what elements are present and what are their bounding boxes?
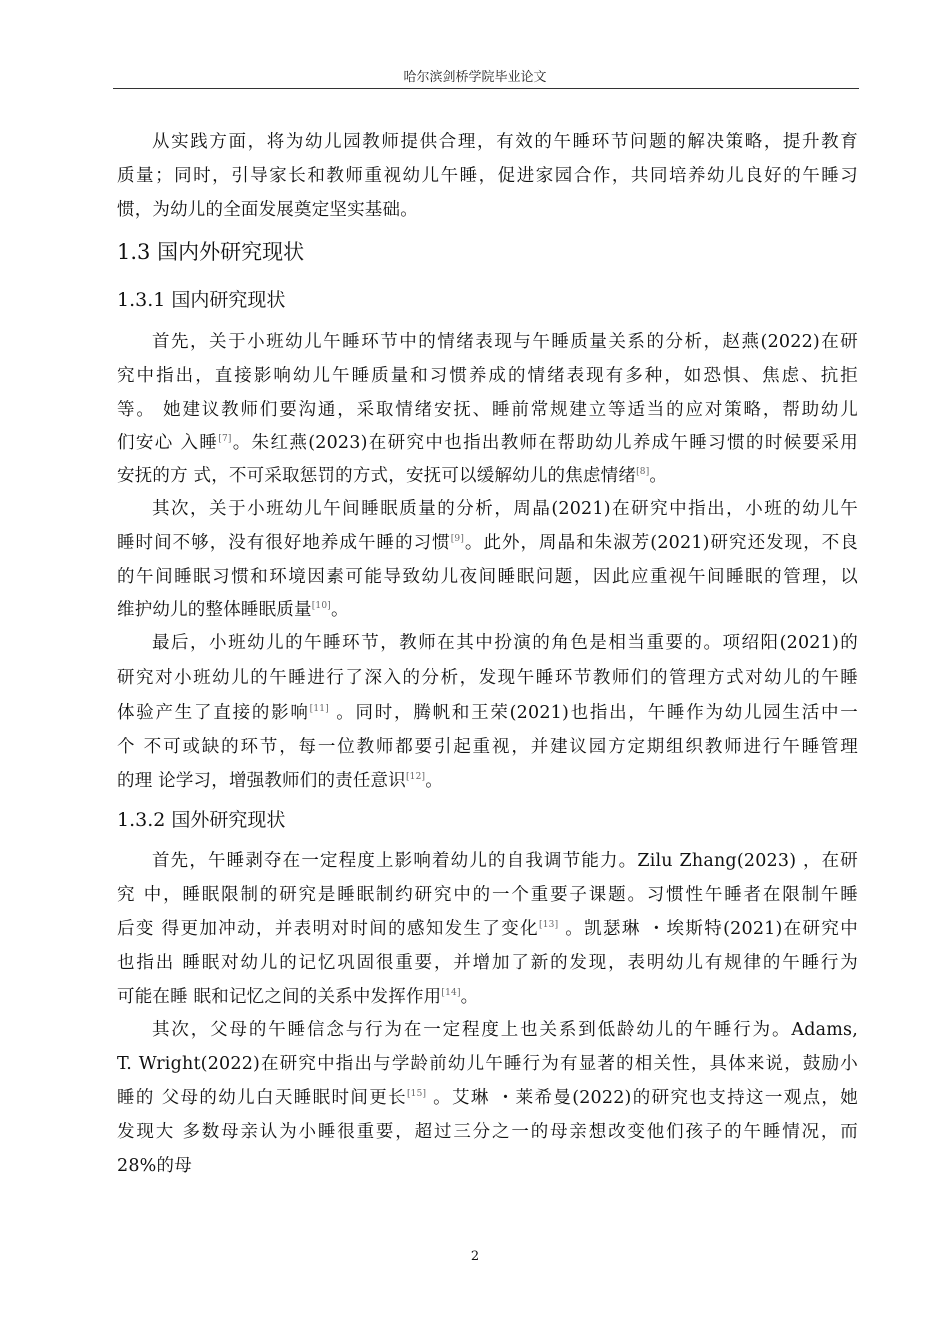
paragraph-line [117,431,858,455]
text-run: 28%的母 [117,1156,192,1176]
paragraph-line [117,364,858,388]
citation-ref: [13] [539,920,559,930]
text-run: 。 [330,600,349,620]
citation-ref: [11] [309,704,329,714]
header-rule [113,88,859,89]
paragraph-line [117,917,858,941]
text-run: 。 [460,987,479,1007]
paragraph-line [152,1018,858,1042]
paragraph-line [117,701,858,725]
page-header: 哈尔滨剑桥学院毕业论文 [403,70,547,85]
text-run: 。 [649,466,668,486]
text-run: 首先，午睡剥夺在一定程度上影响着幼儿的自我调节能力。Zilu Zhang(2023) ，在研 [152,851,858,871]
paragraph-line [117,164,858,188]
subsection-heading: 1.3.1 国内研究现状 [117,289,286,311]
text-run: 睡时间不够，没有很好地养成午睡的习惯 [117,533,451,553]
section-heading: 1.3 国内外研究现状 [117,240,305,264]
citation-ref: [8] [636,467,650,477]
text-run: 发现大 多数母亲认为小睡很重要，超过三分之一的母亲想改变他们孩子的午睡情况，而 [117,1122,858,1142]
text-run: 的午间睡眠习惯和环境因素可能导致幼儿夜间睡眠问题，因此应重视午间睡眠的管理，以 [117,567,858,587]
text-run: 后变 得更加冲动，并表明对时间的感知发生了变化 [117,919,540,939]
paragraph-line [117,598,858,622]
text-run: 研究对小班幼儿的午睡进行了深入的分析，发现午睡环节教师们的管理方式对幼儿的午睡 [117,668,858,688]
paragraph-line [152,497,858,521]
paragraph-line [117,565,858,589]
text-run: 的理 论学习，增强教师们的责任意识 [117,771,406,791]
text-run: 究 中，睡眠限制的研究是睡眠制约研究中的一个重要子课题。习惯性午睡者在限制午睡 [117,885,858,905]
text-run: 睡的 父母的幼儿白天睡眠时间更长 [117,1088,407,1108]
paragraph-line [117,769,858,793]
paragraph-line [117,531,858,555]
paragraph-line [117,1120,858,1144]
text-run: 惯，为幼儿的全面发展奠定坚实基础。 [117,200,418,220]
text-run: 们安心 入睡 [117,433,219,453]
text-run: 也指出 睡眠对幼儿的记忆巩固很重要，并增加了新的发现，表明幼儿有规律的午睡行为 [117,953,858,973]
text-run: 体验产生了直接的影响 [117,703,310,723]
paragraph-line [117,398,858,422]
text-run: 从实践方面，将为幼儿园教师提供合理，有效的午睡环节问题的解决策略，提升教育 [152,132,858,152]
text-run: 个 不可或缺的环节，每一位教师都要引起重视，并建议园方定期组织教师进行午睡管理 [117,737,858,757]
page-number: 2 [470,1249,480,1264]
paragraph-line [152,849,858,873]
citation-ref: [12] [405,772,426,782]
paragraph-line [152,631,858,655]
text-run: 。 [425,771,443,791]
text-run: 究中指出，直接影响幼儿午睡质量和习惯养成的情绪表现有多种，如恐惧、焦虑、抗拒 [117,366,858,386]
paragraph-line [117,1086,858,1110]
citation-ref: [15] [406,1089,427,1099]
paragraph-line [117,951,858,975]
text-run: 安抚的方 式，不可采取惩罚的方式，安抚可以缓解幼儿的焦虑情绪 [117,466,637,486]
paragraph-line [117,666,858,690]
paragraph-line [117,1052,858,1076]
paragraph-line [117,198,858,222]
paragraph-line [152,330,858,354]
citation-ref: [14] [441,988,461,998]
text-run: 最后，小班幼儿的午睡环节，教师在其中扮演的角色是相当重要的。项绍阳(2021)的 [152,633,858,653]
citation-ref: [7] [218,434,232,444]
text-run: 。此外，周晶和朱淑芳(2021)研究还发现，不良 [464,533,858,553]
citation-ref: [10] [311,601,331,611]
citation-ref: [9] [450,534,465,544]
paragraph-line [152,130,858,154]
text-run: 等。 她建议教师们要沟通，采取情绪安抚、睡前常规建立等适当的应对策略，帮助幼儿 [117,400,858,420]
text-run: 。朱红燕(2023)在研究中也指出教师在帮助幼儿养成午睡习惯的时候要采用 [231,433,858,453]
text-run: 质量；同时，引导家长和教师重视幼儿午睡，促进家园合作，共同培养幼儿良好的午睡习 [117,166,858,186]
text-run: 。同时，腾帆和王荣(2021)也指出，午睡作为幼儿园生活中一 [328,703,859,723]
paragraph-line [117,1154,858,1178]
paragraph-line [117,985,858,1009]
text-run: 其次，关于小班幼儿午间睡眠质量的分析，周晶(2021)在研究中指出，小班的幼儿午 [152,499,858,519]
text-run: 其次，父母的午睡信念与行为在一定程度上也关系到低龄幼儿的午睡行为。Adams, [152,1020,858,1040]
text-run: 首先，关于小班幼儿午睡环节中的情绪表现与午睡质量关系的分析，赵燕(2022)在研 [152,332,858,352]
paragraph-line [117,883,858,907]
paragraph-line [117,735,858,759]
text-run: 。凯瑟琳 ・埃斯特(2021)在研究中 [558,919,858,939]
text-run: 。艾琳 ・莱希曼(2022)的研究也支持这一观点，她 [426,1088,859,1108]
text-run: T. Wright(2022)在研究中指出与学龄前幼儿午睡行为有显著的相关性，具体来说，鼓励小 [117,1054,858,1074]
paragraph-line [117,464,858,488]
subsection-heading: 1.3.2 国外研究现状 [117,809,286,831]
text-run: 维护幼儿的整体睡眠质量 [117,600,312,620]
text-run: 可能在睡 眠和记忆之间的关系中发挥作用 [117,987,442,1007]
